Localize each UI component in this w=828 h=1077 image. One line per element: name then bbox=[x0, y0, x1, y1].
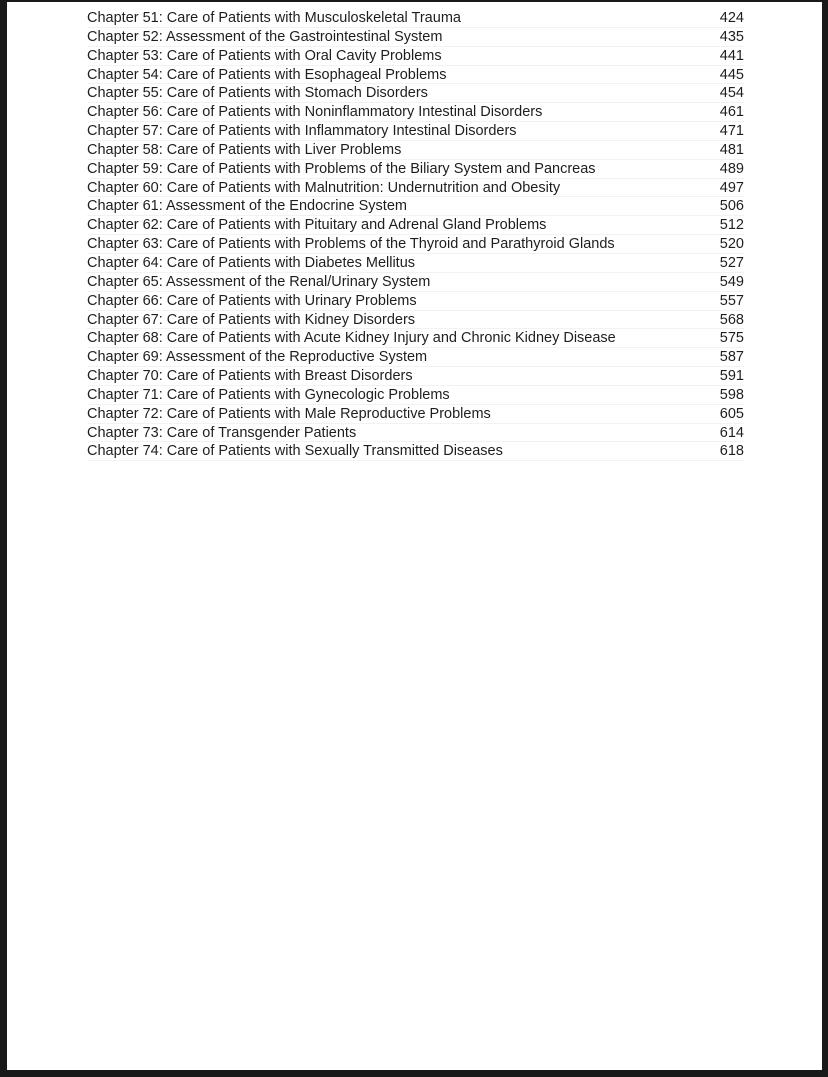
chapter-title: Chapter 53: Care of Patients with Oral Cavity Problems bbox=[87, 47, 442, 64]
toc-row bbox=[87, 348, 744, 367]
toc-row bbox=[87, 311, 744, 330]
page-number: 557 bbox=[719, 292, 744, 309]
chapter-title: Chapter 61: Assessment of the Endocrine System bbox=[87, 198, 407, 215]
toc-row bbox=[87, 367, 744, 386]
toc-row bbox=[87, 273, 744, 292]
chapter-title: Chapter 63: Care of Patients with Problems of the Thyroid and Parathyroid Glands bbox=[87, 236, 615, 253]
toc-row bbox=[87, 179, 744, 198]
chapter-title: Chapter 60: Care of Patients with Malnutrition: Undernutrition and Obesity bbox=[87, 179, 561, 196]
page-number: 441 bbox=[719, 47, 744, 64]
toc-row bbox=[87, 329, 744, 348]
toc-row bbox=[87, 216, 744, 235]
toc-row bbox=[87, 66, 744, 85]
toc-row bbox=[87, 424, 744, 443]
chapter-title: Chapter 52: Assessment of the Gastrointestinal System bbox=[87, 28, 443, 45]
page-number: 605 bbox=[719, 405, 744, 422]
chapter-title: Chapter 58: Care of Patients with Liver Problems bbox=[87, 141, 402, 158]
chapter-title: Chapter 69: Assessment of the Reproductive System bbox=[87, 349, 428, 366]
page-number: 618 bbox=[719, 443, 744, 460]
chapter-title: Chapter 54: Care of Patients with Esophageal Problems bbox=[87, 66, 447, 83]
page-number: 591 bbox=[719, 368, 744, 385]
page-number: 471 bbox=[719, 123, 744, 140]
page-number: 520 bbox=[719, 236, 744, 253]
toc-row bbox=[87, 405, 744, 424]
page-number: 481 bbox=[719, 141, 744, 158]
toc-row bbox=[87, 197, 744, 216]
chapter-title: Chapter 62: Care of Patients with Pituitary and Adrenal Gland Problems bbox=[87, 217, 547, 234]
table-of-contents bbox=[87, 9, 744, 461]
page-number: 445 bbox=[719, 66, 744, 83]
chapter-title: Chapter 67: Care of Patients with Kidney Disorders bbox=[87, 311, 416, 328]
chapter-title: Chapter 57: Care of Patients with Inflammatory Intestinal Disorders bbox=[87, 123, 517, 140]
chapter-title: Chapter 65: Assessment of the Renal/Urinary System bbox=[87, 273, 431, 290]
chapter-title: Chapter 70: Care of Patients with Breast Disorders bbox=[87, 368, 413, 385]
page-number: 497 bbox=[719, 179, 744, 196]
chapter-title: Chapter 68: Care of Patients with Acute Kidney Injury and Chronic Kidney Disease bbox=[87, 330, 616, 347]
toc-row bbox=[87, 442, 744, 461]
toc-row bbox=[87, 386, 744, 405]
toc-row bbox=[87, 47, 744, 66]
page-number: 568 bbox=[719, 311, 744, 328]
chapter-title: Chapter 56: Care of Patients with Noninflammatory Intestinal Disorders bbox=[87, 104, 543, 121]
toc-row bbox=[87, 254, 744, 273]
chapter-title: Chapter 73: Care of Transgender Patients bbox=[87, 424, 357, 441]
toc-row bbox=[87, 28, 744, 47]
page-number: 435 bbox=[719, 28, 744, 45]
toc-row bbox=[87, 160, 744, 179]
chapter-title: Chapter 51: Care of Patients with Musculoskeletal Trauma bbox=[87, 10, 461, 26]
page-number: 527 bbox=[719, 254, 744, 271]
chapter-title: Chapter 74: Care of Patients with Sexually Transmitted Diseases bbox=[87, 443, 503, 460]
toc-row bbox=[87, 292, 744, 311]
page-number: 549 bbox=[719, 273, 744, 290]
chapter-title: Chapter 72: Care of Patients with Male Reproductive Problems bbox=[87, 405, 491, 422]
chapter-title: Chapter 55: Care of Patients with Stomach Disorders bbox=[87, 85, 428, 102]
toc-row bbox=[87, 9, 744, 28]
chapter-title: Chapter 64: Care of Patients with Diabetes Mellitus bbox=[87, 254, 416, 271]
toc-row bbox=[87, 84, 744, 103]
document-page bbox=[7, 2, 822, 1070]
chapter-title: Chapter 59: Care of Patients with Problems of the Biliary System and Pancreas bbox=[87, 160, 596, 177]
page-number: 424 bbox=[719, 10, 744, 26]
toc-row bbox=[87, 235, 744, 254]
page-number: 461 bbox=[719, 104, 744, 121]
page-number: 587 bbox=[719, 349, 744, 366]
chapter-title: Chapter 71: Care of Patients with Gynecologic Problems bbox=[87, 386, 450, 403]
page-number: 614 bbox=[719, 424, 744, 441]
page-number: 454 bbox=[719, 85, 744, 102]
page-number: 489 bbox=[719, 160, 744, 177]
page-number: 575 bbox=[719, 330, 744, 347]
page-number: 512 bbox=[719, 217, 744, 234]
chapter-title: Chapter 66: Care of Patients with Urinary Problems bbox=[87, 292, 417, 309]
page-number: 598 bbox=[719, 386, 744, 403]
page-number: 506 bbox=[719, 198, 744, 215]
toc-row bbox=[87, 122, 744, 141]
toc-row bbox=[87, 103, 744, 122]
toc-row bbox=[87, 141, 744, 160]
